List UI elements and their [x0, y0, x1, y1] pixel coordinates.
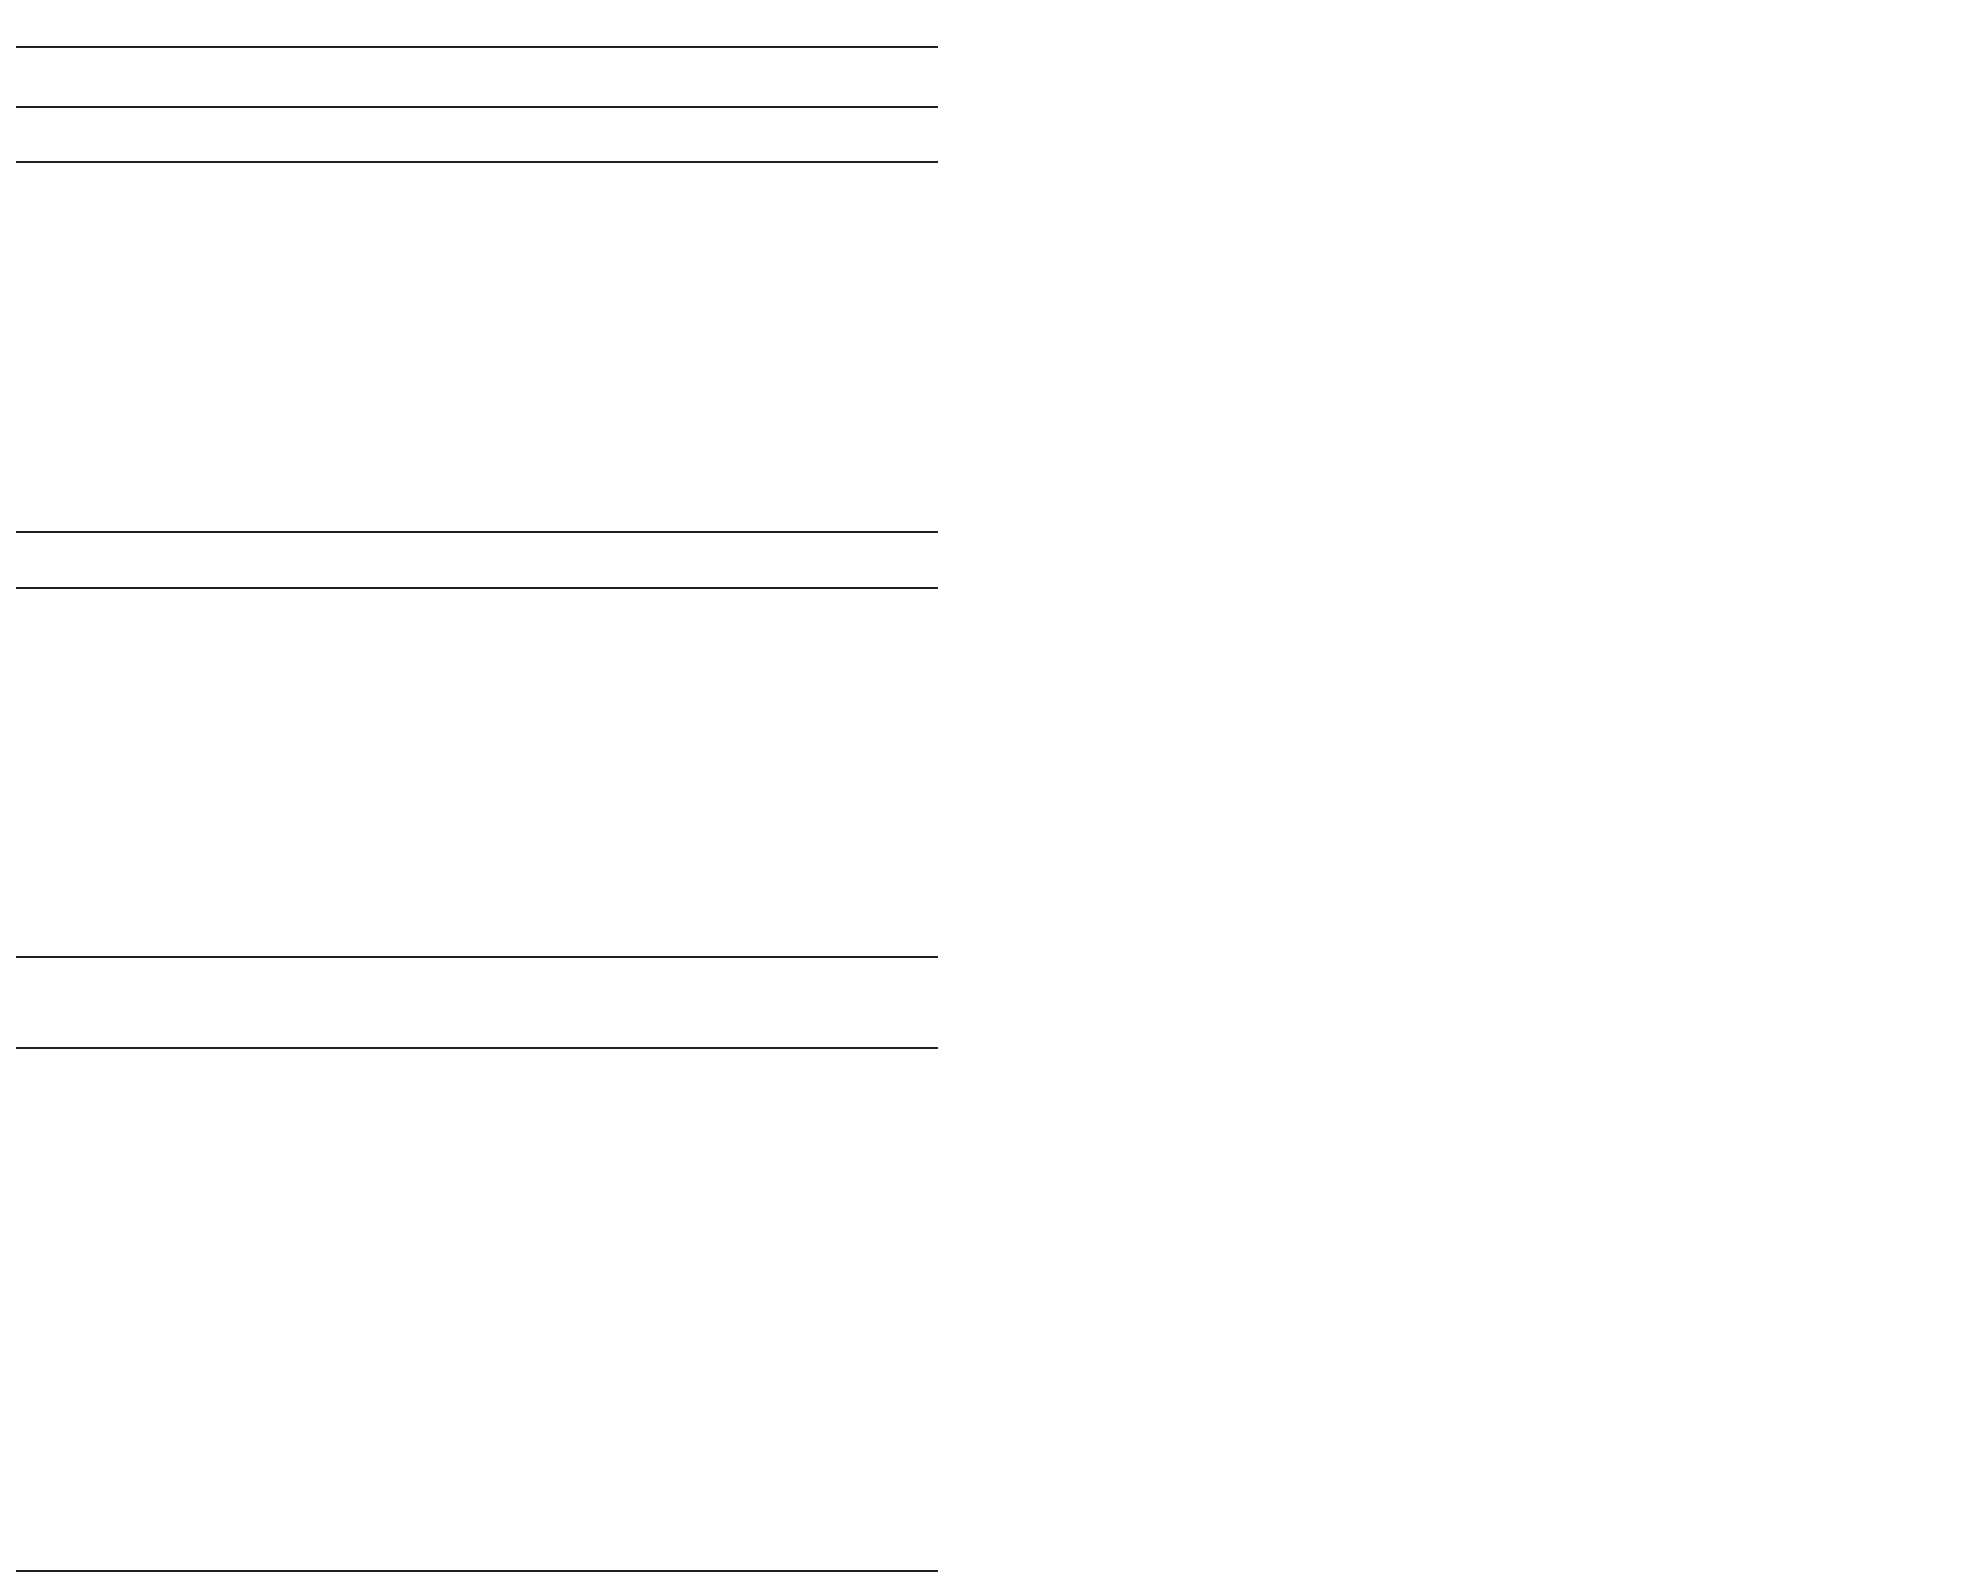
rule-c-header — [16, 1047, 938, 1049]
rule-a-header — [16, 161, 938, 163]
rule-a-title — [16, 106, 938, 108]
rule-bottom — [16, 1570, 938, 1572]
rule-top — [16, 46, 938, 48]
rule-b-title — [16, 531, 938, 533]
rule-b-header — [16, 587, 938, 589]
rule-c-title — [16, 956, 938, 958]
